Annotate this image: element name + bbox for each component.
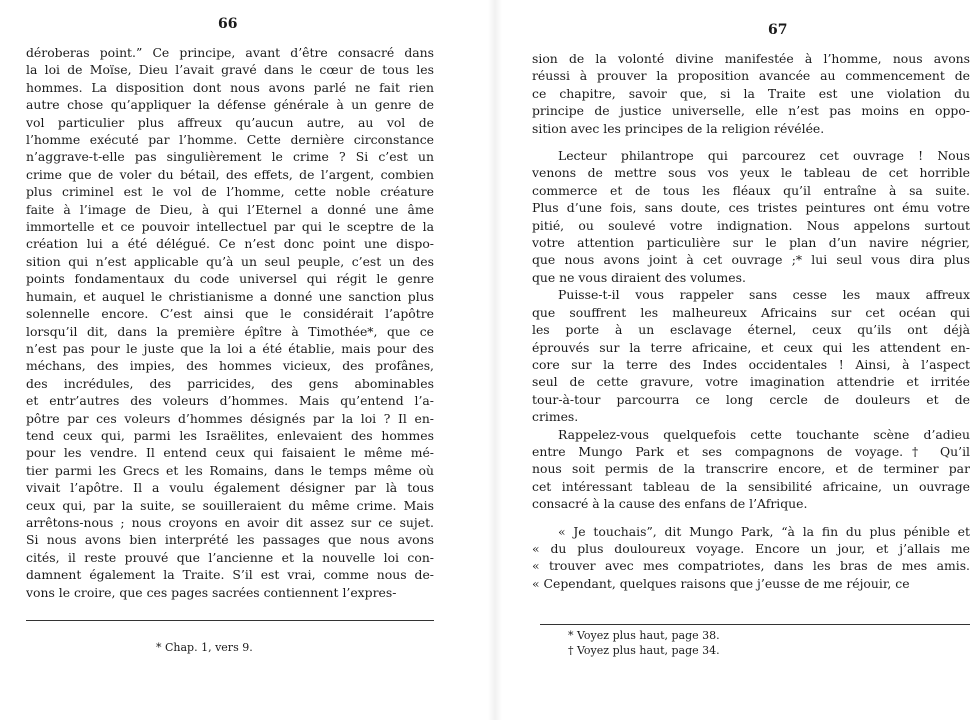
text-line: points fondamentaux du code universel qui régit le genre [26, 271, 434, 287]
text-line: nous soit permis de la transcrire encore, et de terminer par [532, 461, 970, 477]
text-line: votre attention particulière sur le plan d’un navire négrier, [532, 235, 970, 251]
text-line: cités, il reste prouvé que l’ancienne et la nouvelle loi con- [26, 549, 434, 565]
text-line: principe de justice universelle, elle n’est pas moins en oppo- [532, 103, 970, 119]
text-line: tour-à-tour parcourra ce long cercle de douleurs et de [532, 391, 970, 407]
text-line: « Cependant, quelques raisons que j’eusse de me réjouir, ce [532, 575, 910, 591]
text-line: faite à l’image de Dieu, à qui l’Eternel a donné une âme [26, 201, 434, 217]
text-line: humain, et auquel le christianisme a donné une sanction plus [26, 288, 434, 304]
text-line: vons le croire, que ces pages sacrées contiennent l’expres- [26, 584, 397, 600]
text-line: « du plus douloureux voyage. Encore un jour, et j’allais me [532, 540, 970, 556]
text-line: vivait l’apôtre. Il a voulu également désigner par là tous [26, 480, 434, 496]
footnote-rule-right [540, 624, 970, 625]
footnote-left: * Chap. 1, vers 9. [156, 641, 253, 654]
text-line: pour les vendre. Il entend ceux qui faisaient le même mé- [26, 445, 434, 461]
text-line: éprouvés sur la terre africaine, et ceux qui les attendent en- [532, 339, 970, 355]
text-line: que ne vous diraient des volumes. [532, 269, 746, 285]
text-line: sition avec les principes de la religion révélée. [532, 120, 825, 136]
text-line: autre chose qu’appliquer la défense générale à un genre de [26, 97, 434, 113]
text-line: solennelle encore. C’est ainsi que le considérait l’apôtre [26, 306, 434, 322]
text-line: ce chapitre, savoir que, si la Traite est une violation du [532, 85, 970, 101]
text-line: n’aggrave-t-elle pas singulièrement le crime ? Si c’est un [26, 149, 434, 165]
text-line: et entr’autres des voleurs d’hommes. Mais qu’entend l’a- [26, 393, 434, 409]
text-line: « trouver avec mes compatriotes, dans les bras de mes amis. [532, 558, 970, 574]
book-gutter [488, 0, 502, 720]
text-line: vol particulier plus affreux qu’aucun autre, au vol de [26, 114, 434, 130]
text-line: commerce et de tous les fléaux qu’il entraîne à sa suite. [532, 182, 970, 198]
paragraph-gap [532, 137, 970, 147]
text-line: ceux qui, par la suite, se souilleraient du même crime. Mais [26, 497, 434, 513]
text-line: hommes. La disposition dont nous avons parlé ne fait rien [26, 79, 434, 95]
text-line: tend ceux qui, parmi les Israëlites, enlevaient des hommes [26, 427, 434, 443]
text-line: entre Mungo Park et ses compagnons de voyage.† Qu’il [532, 443, 970, 459]
footnote-right-item: * Voyez plus haut, page 38. [568, 629, 720, 642]
text-line: déroberas point.” Ce principe, avant d’être consacré dans [26, 45, 434, 60]
footnote-rule-left [26, 620, 434, 621]
text-line: core sur la terre des Indes occidentales ! Ainsi, à l’aspect [532, 356, 970, 372]
text-line: seul de cette gravure, votre imagination attendrie et irritée [532, 374, 970, 390]
text-line: lorsqu’il dit, dans la première épître à Timothée*, que ce [26, 323, 434, 339]
text-line: création lui a été délégué. Ce n’est donc point une dispo- [26, 236, 434, 252]
text-line: Rappelez-vous quelquefois cette touchante scène d’adieu [558, 426, 970, 442]
text-line: n’est pas pour le juste que la loi a été établie, mais pour des [26, 340, 434, 356]
text-line: arrêtons-nous ; nous croyons en avoir dit assez sur ce sujet. [26, 514, 434, 530]
left-page-body [26, 44, 434, 601]
footnotes-right [568, 628, 720, 658]
text-line: Plus d’une fois, sans doute, ces tristes peintures ont ému votre [532, 200, 970, 216]
text-line: réussi à prouver la proposition avancée au commencement de [532, 68, 970, 84]
text-line: cet intéressant tableau de la sensibilité africaine, un ouvrage [532, 478, 970, 494]
page-number-right: 67 [768, 22, 788, 38]
text-line: des incrédules, des parricides, des gens abominables [26, 375, 434, 391]
text-line: Si nous avons bien interprété les passages que nous avons [26, 532, 434, 548]
text-line: Puisse-t-il vous rappeler sans cesse les maux affreux [558, 287, 970, 303]
footnote-right-item: † Voyez plus haut, page 34. [568, 644, 720, 657]
paragraph-gap [532, 513, 970, 523]
text-line: crimes. [532, 409, 579, 425]
text-line: la loi de Moïse, Dieu l’avait gravé dans le cœur de tous les [26, 62, 434, 78]
page-number-left: 66 [218, 16, 238, 32]
text-line: consacré à la cause des enfans de l’Afrique. [532, 496, 808, 512]
text-line: que nous avons joint à cet ouvrage ;* lui seul vous dira plus [532, 252, 970, 268]
text-line: sition qui n’est applicable qu’à un seul peuple, c’est un des [26, 253, 434, 269]
text-line: pitié, ou soulevé votre indignation. Nous appelons surtout [532, 217, 970, 233]
text-line: tier parmi les Grecs et les Romains, dans le temps même où [26, 462, 434, 478]
text-line: l’homme exécuté par l’homme. Cette dernière circonstance [26, 132, 434, 148]
text-line: plus criminel est le vol de l’homme, cette noble créature [26, 184, 434, 200]
text-line: crime que de voler du bétail, des effets, de l’argent, combien [26, 166, 434, 182]
text-line: les porte à un esclavage éternel, ceux qu’ils ont déjà [532, 322, 970, 338]
text-line: sion de la volonté divine manifestée à l’homme, nous avons [532, 51, 970, 66]
text-line: Lecteur philantrope qui parcourez cet ouvrage ! Nous [558, 148, 970, 164]
text-line: venons de mettre sous vos yeux le tableau de cet horrible [532, 165, 970, 181]
text-line: pôtre par ces voleurs d’hommes désignés par la loi ? Il en- [26, 410, 434, 426]
text-line: « Je touchais”, dit Mungo Park, “à la fin du plus pénible et [558, 523, 970, 539]
text-line: immortelle et ce pouvoir intellectuel par qui le sceptre de la [26, 219, 434, 235]
text-line: que souffrent les malheureux Africains sur cet océan qui [532, 304, 970, 320]
right-page-body [532, 50, 970, 592]
text-line: méchans, des impies, des hommes vicieux, des profânes, [26, 358, 434, 374]
text-line: damnent également la Traite. S’il est vrai, comme nous de- [26, 567, 434, 583]
